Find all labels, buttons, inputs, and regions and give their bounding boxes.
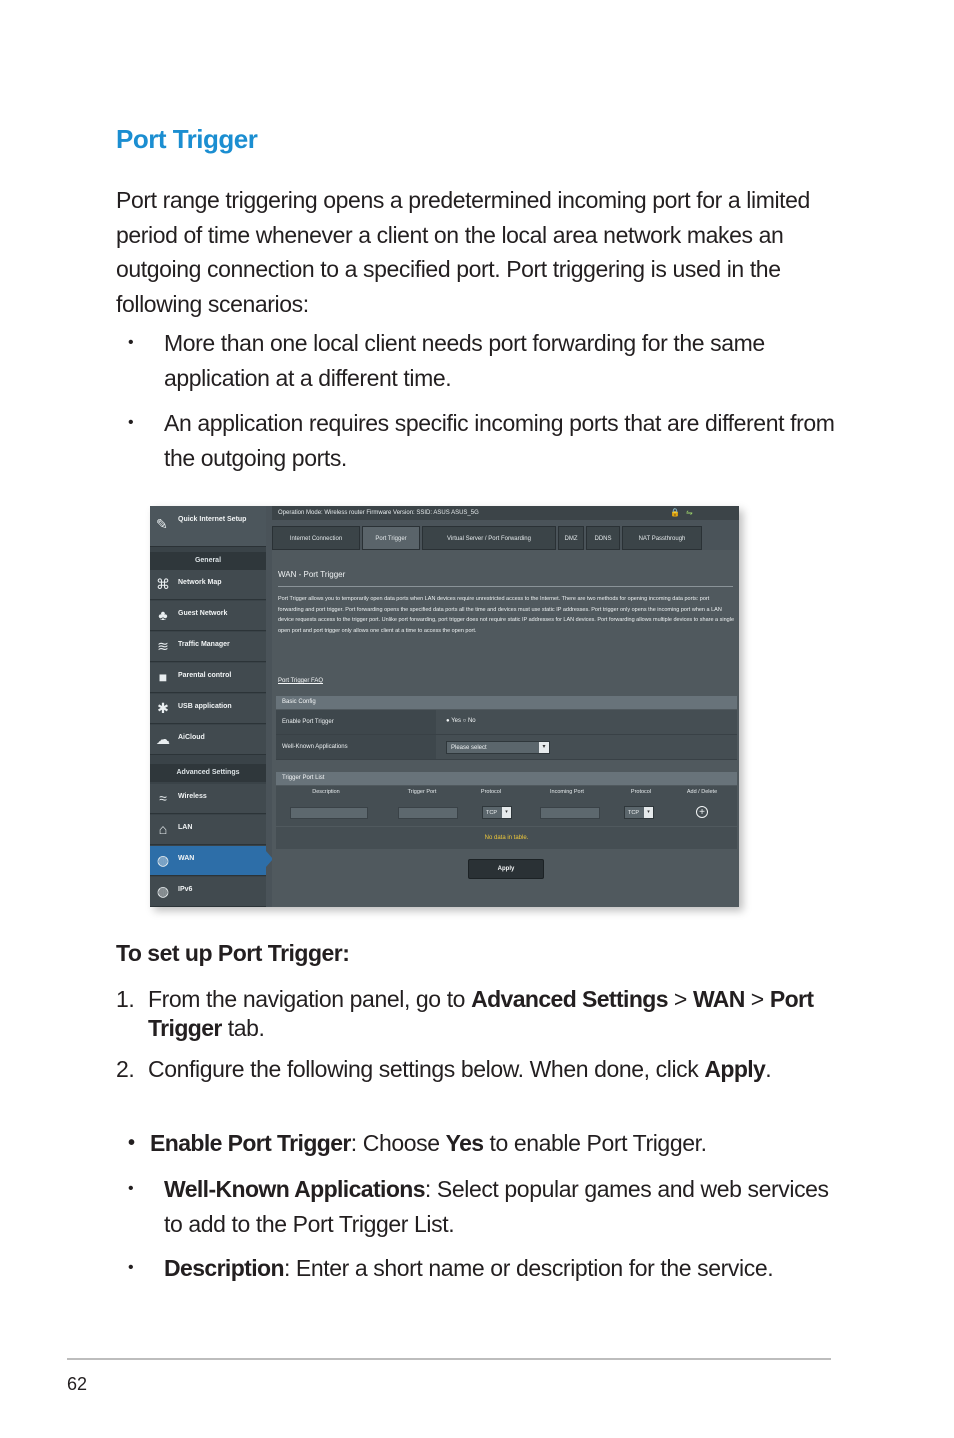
nav-item-parental-control[interactable] (150, 663, 266, 693)
step-text: tab. (221, 1015, 265, 1041)
tab-internet-connection[interactable]: Internet Connection (272, 526, 360, 550)
setting-text: to enable Port Trigger. (483, 1130, 707, 1156)
network-map-icon: ⌘ (156, 576, 170, 592)
chevron-down-icon: ▾ (644, 807, 653, 818)
trigger-protocol-select[interactable] (482, 806, 512, 819)
nav-label: USB application (178, 703, 232, 710)
nav-item-wan[interactable] (150, 846, 266, 876)
guest-network-icon: ♣ (158, 607, 168, 623)
radio-no-icon[interactable]: ○ (462, 718, 467, 724)
setting-text: : Select popular games and web services to add to the Port Trigger List. (164, 1176, 829, 1237)
step-term: WAN (692, 986, 745, 1012)
general-section-label: General (150, 552, 266, 570)
step-1 (116, 985, 838, 1043)
bullet-dot: • (128, 1132, 135, 1154)
content-panel (272, 550, 739, 907)
trigger-port-input[interactable] (398, 807, 458, 819)
setting-item (128, 1126, 830, 1161)
scenario-text: More than one local client needs port forwarding for the same application at a different time. (164, 330, 765, 391)
select-value: Please select (451, 745, 487, 751)
setting-term: Well-Known Applications (164, 1176, 425, 1202)
nav-item-ipv6[interactable] (150, 877, 266, 907)
add-icon[interactable]: + (696, 806, 708, 818)
tab-virtual-server[interactable]: Virtual Server / Port Forwarding (422, 526, 556, 550)
select-value: TCP (628, 810, 639, 816)
bullet-dot: • (128, 1180, 134, 1197)
setting-text: : Enter a short name or description for the service. (283, 1255, 774, 1281)
step-term: Port Trigger (148, 986, 814, 1041)
basic-config-header: Basic Config (276, 696, 737, 709)
nav-label: Network Map (178, 579, 222, 586)
step-2 (116, 1055, 838, 1084)
wifi-icon: ≈ (159, 790, 167, 806)
advanced-section-label: Advanced Settings (150, 764, 266, 782)
step-text: From the navigation panel, go to (148, 986, 472, 1012)
nav-item-aicloud[interactable] (150, 725, 266, 755)
enable-label: Enable Port Trigger (276, 710, 436, 734)
section-title: Port Trigger (116, 124, 258, 154)
step-number: 2. (116, 1056, 135, 1082)
globe-icon: ◍ (156, 852, 170, 868)
scenario-item (128, 406, 844, 475)
nav-item-lan[interactable] (150, 815, 266, 845)
nav-item-guest-network[interactable] (150, 601, 266, 631)
bullet-dot: • (128, 1259, 134, 1276)
status-icons (670, 508, 699, 517)
nav-label: Parental control (178, 672, 232, 679)
wellknown-row (276, 735, 737, 760)
quick-setup-label: Quick Internet Setup (178, 516, 247, 523)
navigation-panel (150, 506, 266, 907)
setting-term: Enable Port Trigger (150, 1130, 351, 1156)
incoming-protocol-select[interactable] (624, 806, 654, 819)
column-header: Add / Delete (686, 789, 718, 795)
setting-text: : Choose (350, 1130, 446, 1156)
wellknown-select[interactable] (446, 741, 550, 754)
step-text: Configure the following settings below. When done, click (148, 1056, 705, 1082)
select-value: TCP (486, 810, 497, 816)
scenario-item (128, 326, 844, 395)
step-separator: > (667, 986, 693, 1012)
steps-heading: To set up Port Trigger: (116, 940, 350, 966)
step-separator: > (744, 986, 770, 1012)
enable-row (276, 710, 737, 735)
radio-no-label: No (467, 718, 476, 724)
usb-icon: ⇋ (685, 508, 699, 517)
setting-term: Description (164, 1255, 284, 1281)
footer-divider (67, 1358, 831, 1360)
router-screenshot (150, 506, 739, 907)
step-text: . (765, 1056, 772, 1082)
nav-label: Guest Network (178, 610, 228, 617)
column-header: Protocol (630, 789, 652, 795)
trigger-list-header: Trigger Port List (276, 772, 737, 785)
empty-table-message: No data in table. (276, 827, 737, 849)
nav-label: WAN (178, 855, 195, 862)
scenario-text: An application requires specific incoming ports that are different from the outgoing ports. (164, 410, 835, 471)
setting-item (128, 1251, 864, 1286)
puzzle-icon: ✱ (157, 700, 169, 716)
bullet-dot: • (128, 414, 134, 431)
nav-label: LAN (178, 824, 193, 831)
bullet-dot: • (128, 334, 134, 351)
home-icon: ⌂ (158, 821, 168, 837)
column-header: Trigger Port (407, 789, 437, 795)
cloud-icon: ☁ (156, 731, 170, 747)
step-term: Advanced Settings (471, 986, 668, 1012)
setting-item (128, 1172, 844, 1241)
tab-dmz[interactable]: DMZ (558, 526, 584, 550)
radio-yes-icon[interactable]: ● (446, 718, 450, 724)
wellknown-label: Well-Known Applications (276, 735, 436, 759)
status-bar: Operation Mode: Wireless router Firmware Version: SSID: ASUS ASUS_5G (272, 506, 739, 520)
nav-item-network-map[interactable] (150, 570, 266, 600)
enable-radio-group[interactable] (446, 718, 476, 724)
nav-label: Wireless (178, 793, 207, 800)
setting-term: Yes (445, 1130, 484, 1156)
title-divider (278, 586, 733, 587)
nav-item-wireless[interactable] (150, 784, 266, 814)
lock-icon: ■ (158, 669, 168, 685)
nav-item-usb-application[interactable] (150, 694, 266, 724)
globe-icon: ◍ (156, 883, 170, 899)
column-header: Description (312, 789, 340, 795)
radio-yes-label: Yes (451, 718, 461, 724)
tab-port-trigger[interactable]: Port Trigger (362, 526, 420, 550)
intro-paragraph: Port range triggering opens a predetermined incoming port for a limited period of time whenever a client on the local area network makes an outgoing connection to a specified port. Port triggering is used in the following scenarios: (116, 187, 810, 317)
description-input[interactable] (290, 807, 368, 819)
wand-icon: ✎ (156, 516, 168, 532)
chevron-down-icon: ▾ (502, 807, 511, 818)
nav-item-traffic-manager[interactable] (150, 632, 266, 662)
quick-setup-item[interactable] (150, 506, 266, 547)
panel-title: WAN - Port Trigger (278, 570, 346, 579)
column-header: Protocol (480, 789, 502, 795)
page-number: 62 (67, 1374, 88, 1394)
nav-label: AiCloud (178, 734, 205, 741)
panel-description: Port Trigger allows you to temporarily open data ports when LAN devices require unrestricted access to the Internet. There are two methods for opening incoming data ports: port forwarding and port trigger. Port forwarding opens the specified data ports all the time and devices must use static IP addresses. Port trigger only opens the incoming port when a LAN device requests access to the trigger port. Unlike port forwarding, port trigger does not require static IP addresses for LAN devices. Port forwarding allows multiple devices to share a single open port and port trigger only allows one client at a time to access the open port. (278, 596, 735, 634)
nav-label: Traffic Manager (178, 641, 230, 648)
nav-label: IPv6 (178, 886, 193, 893)
apply-button[interactable]: Apply (468, 859, 544, 879)
trigger-list-table (276, 786, 737, 826)
tab-ddns[interactable]: DDNS (586, 526, 620, 550)
tab-nat-passthrough[interactable]: NAT Passthrough (622, 526, 702, 550)
faq-link[interactable]: Port Trigger FAQ (278, 678, 324, 684)
step-term: Apply (704, 1056, 766, 1082)
column-header: Incoming Port (550, 789, 584, 795)
step-number: 1. (116, 986, 135, 1012)
incoming-port-input[interactable] (540, 807, 600, 819)
lock-icon: 🔒 (670, 508, 686, 517)
traffic-icon: ≋ (157, 638, 169, 654)
chevron-down-icon: ▾ (539, 742, 549, 753)
